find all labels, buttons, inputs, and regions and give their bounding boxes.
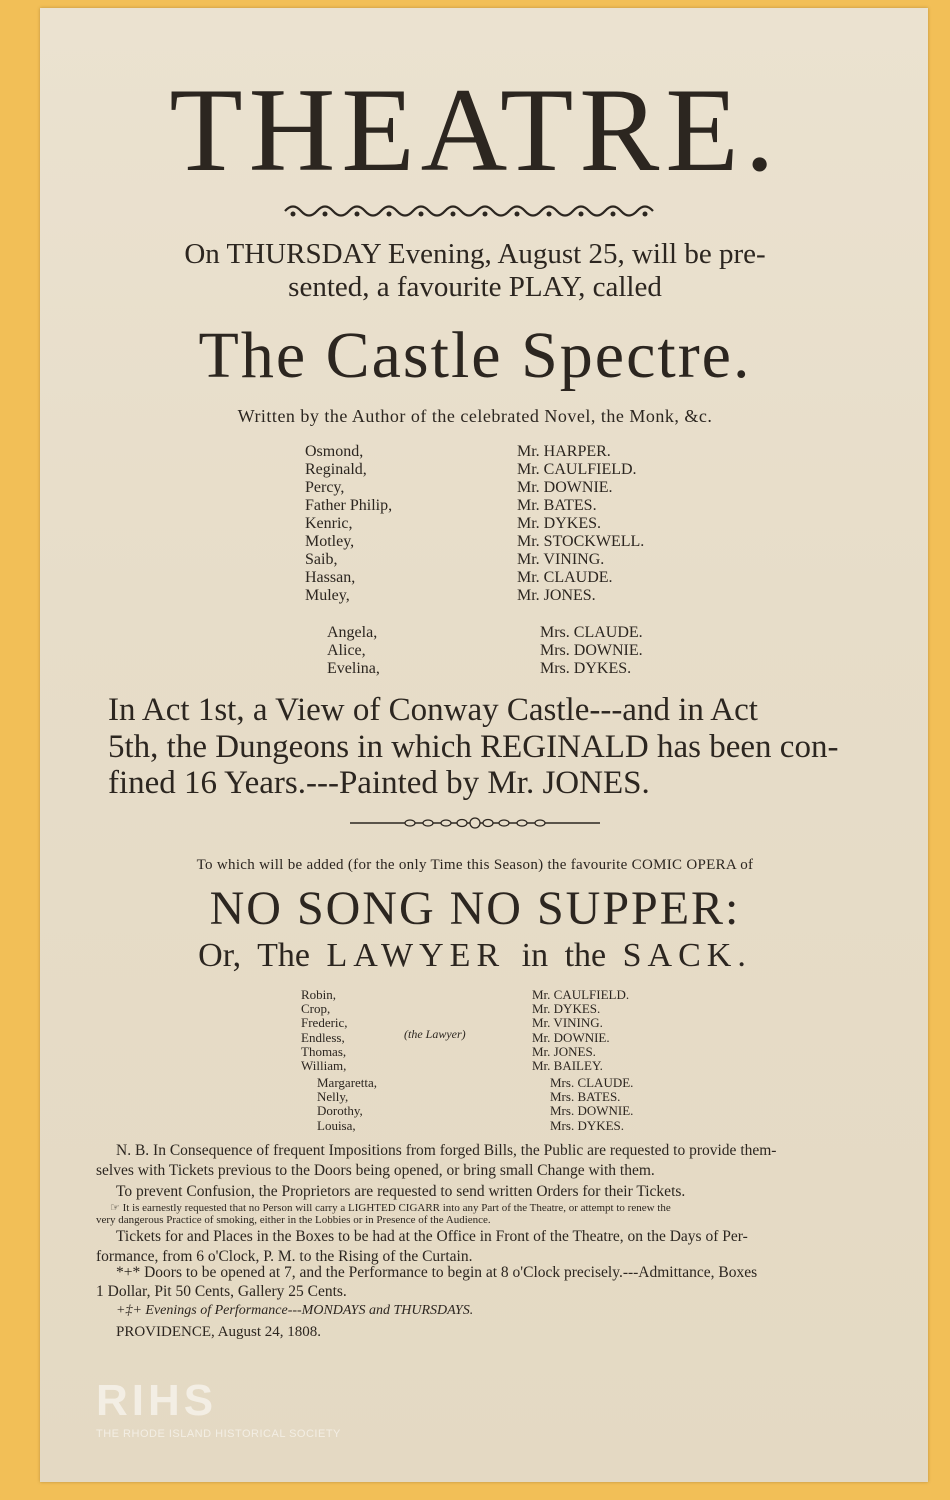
actor: Mrs. DOWNIE. (550, 1103, 634, 1119)
subtitle-in-the: in the (521, 937, 607, 974)
role: Frederic, (301, 1015, 348, 1031)
notice-nb-line-2: selves with Tickets previous to the Doors being opened, or bring small Change with them. (96, 1162, 655, 1179)
actor: Mr. DOWNIE. (517, 479, 613, 496)
role: Endless, (301, 1029, 345, 1045)
cast1-women-roles (327, 624, 380, 678)
role: Thomas, (301, 1043, 347, 1059)
actor: Mrs. DOWNIE. (540, 642, 643, 659)
lawyer-note: (the Lawyer) (404, 1027, 466, 1041)
role: Muley, (305, 587, 350, 604)
role: Saib, (305, 551, 338, 568)
actor: Mrs. DYKES. (550, 1117, 625, 1133)
subtitle-sack: SACK. (622, 937, 752, 974)
notice-tickets-line-2: formance, from 6 o'Clock, P. M. to the Rising of the Curtain. (96, 1248, 473, 1265)
cast2-women-actors (550, 1076, 633, 1133)
role: Father Philip, (305, 497, 393, 514)
role: Percy, (305, 479, 345, 496)
actor: Mrs. CLAUDE. (550, 1075, 634, 1090)
rihs-logo: RIHS (96, 1376, 218, 1425)
notice-nb-line-1: N. B. In Consequence of frequent Impositions from forged Bills, the Public are requested to provide them- (116, 1142, 777, 1159)
cast1-women-actors (540, 624, 643, 678)
dateline: PROVIDENCE, August 24, 1808. (116, 1324, 322, 1340)
role: Osmond, (305, 443, 364, 460)
actor: Mr. CAULFIELD. (532, 987, 630, 1002)
notice-evenings: +‡+ Evenings of Performance---MONDAYS and THURSDAYS. (116, 1303, 474, 1318)
role: Kenric, (305, 515, 353, 532)
scenery-line-1: In Act 1st, a View of Conway Castle---and in Act (108, 692, 758, 728)
announcement-line-1: On THURSDAY Evening, August 25, will be pre- (184, 238, 766, 270)
cast1-men-roles (305, 443, 392, 605)
notice-doors-line-1: *+* Doors to be opened at 7, and the Performance to begin at 8 o'Clock precisely.---Admittance, Boxes (116, 1264, 758, 1281)
subtitle-or: Or, The (198, 937, 310, 974)
announcement-line-2: sented, a favourite PLAY, called (288, 271, 662, 303)
actor: Mr. DYKES. (517, 515, 602, 532)
notice-cigar-line-2: very dangerous Practice of smoking, either in the Lobbies or in Presence of the Audience. (96, 1214, 491, 1226)
role: Nelly, (317, 1089, 349, 1105)
actor: Mr. HARPER. (517, 443, 611, 460)
afterpiece-subtitle (0, 937, 950, 975)
role: Motley, (305, 533, 355, 550)
rihs-watermark (96, 1376, 341, 1440)
cast2-men-roles (301, 988, 348, 1073)
notice-confusion: To prevent Confusion, the Proprietors are requested to send written Orders for their Tickets. (116, 1183, 686, 1200)
ornamental-rule (350, 816, 600, 830)
role: Evelina, (327, 660, 380, 677)
actor: Mr. BAILEY. (532, 1057, 603, 1073)
actor: Mr. VINING. (532, 1015, 603, 1031)
role: Robin, (301, 987, 337, 1002)
role: Hassan, (305, 569, 356, 586)
actor: Mr. JONES. (532, 1043, 596, 1059)
actor: Mrs. DYKES. (540, 660, 632, 677)
role: Louisa, (317, 1117, 356, 1133)
scenery-line-3: fined 16 Years.---Painted by Mr. JONES. (108, 765, 650, 801)
actor: Mr. JONES. (517, 587, 596, 604)
role: William, (301, 1057, 347, 1073)
cast2-women-roles (317, 1076, 377, 1133)
afterpiece-intro: To which will be added (for the only Time this Season) the favourite COMIC OPERA of (196, 857, 754, 873)
notice-cigar-line-1: ☞ It is earnestly requested that no Person will carry a LIGHTED CIGARR into any Part of the Theatre, or attempt to renew the (110, 1202, 671, 1214)
scenery-line-2: 5th, the Dungeons in which REGINALD has been con- (108, 729, 839, 765)
actor: Mr. BATES. (517, 497, 597, 514)
actor: Mrs. BATES. (550, 1089, 621, 1105)
page-title: THEATRE. (169, 63, 781, 196)
actor: Mr. VINING. (517, 551, 605, 568)
afterpiece-title: NO SONG NO SUPPER: (209, 882, 741, 935)
cast1-men-actors (517, 443, 644, 605)
role: Crop, (301, 1001, 331, 1017)
actor: Mrs. CLAUDE. (540, 624, 643, 641)
role: Margaretta, (317, 1075, 378, 1090)
subtitle-lawyer: LAWYER (326, 937, 506, 974)
role: Angela, (327, 624, 378, 641)
actor: Mr. CAULFIELD. (517, 461, 637, 478)
role: Alice, (327, 642, 366, 659)
rihs-tagline: THE RHODE ISLAND HISTORICAL SOCIETY (96, 1428, 341, 1440)
notice-tickets-line-1: Tickets for and Places in the Boxes to be had at the Office in Front of the Theatre, on the Days of Per- (116, 1228, 748, 1245)
cast2-men-actors (532, 988, 629, 1073)
actor: Mr. CLAUDE. (517, 569, 613, 586)
actor: Mr. DOWNIE. (532, 1029, 610, 1045)
author-line: Written by the Author of the celebrated Novel, the Monk, &c. (237, 406, 713, 426)
actor: Mr. DYKES. (532, 1001, 601, 1017)
ornamental-border (280, 200, 660, 222)
role: Reginald, (305, 461, 367, 478)
role: Dorothy, (317, 1103, 363, 1119)
play-title: The Castle Spectre. (198, 319, 752, 392)
notice-doors-line-2: 1 Dollar, Pit 50 Cents, Gallery 25 Cents. (96, 1283, 347, 1300)
actor: Mr. STOCKWELL. (517, 533, 645, 550)
